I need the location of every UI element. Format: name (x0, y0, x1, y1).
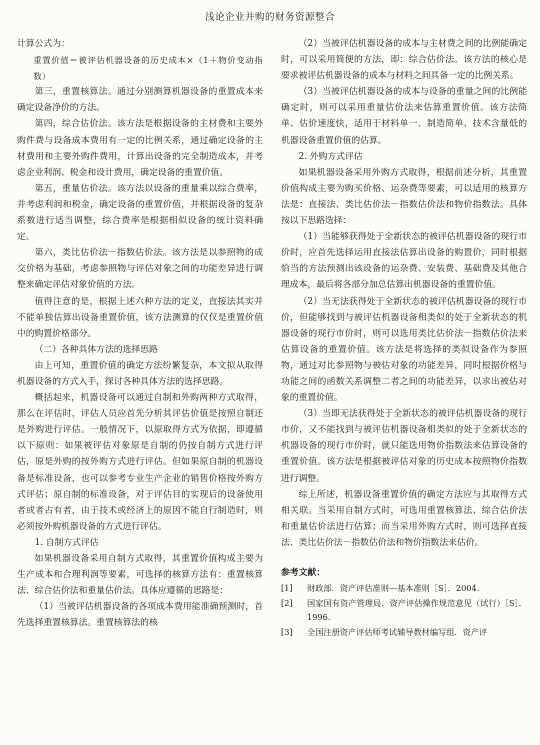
right-column (281, 36, 527, 639)
paragraph: 概括起来，机器设备可以通过自制和外购两种方式取得，那么在评估时，评估人员应首先分析其评估价值是按照自制还是外购进行评估。一般情况下，以原取得方式为依据，即遵循以下原则：如果被评估对象原是自制的仍按自制方式进行评估，原是外购的按外购方式进行评估。但如果原自制的机器设备是标准设备，也可以参考专业生产企业的销售价格按外购方式评估；原自制的标准设备，对于评估目的实现后的设备使用者或者占有者，由于技术或经济上的原因不能自行制造时，则必须按外购机器设备的方式进行评估。 (17, 393, 263, 532)
paragraph: 计算公式为： (17, 39, 70, 49)
reference-text: 全国注册资产评估师考试辅导教材编写组．资产评 (307, 626, 488, 637)
paragraph: 综上所述，机器设备重置价值的确定方法应与其取得方式相关联。当采用自制方式时，可选用重置核算法、综合估价法和重量估价法进行估算；而当采用外购方式时，则可选择直接法、类比估价法－指数估价法和物价指数法来估价。 (281, 489, 527, 548)
reference-item (281, 625, 527, 640)
paragraph: 如果机器设备采用自制方式取得，其重置价值构成主要为生产成本和合理利润等要素，可选择的核算方法有：重置核算法、综合估价法和重量估价法。具体应遵循的思路是： (17, 554, 263, 597)
left-column (17, 36, 263, 631)
subsection-heading: 1. 自制方式评估 (34, 537, 99, 548)
paragraph: （1）当被评估机器设备的各项成本费用能准确预测时，首先选择重置核算法。重置核算法的核 (17, 602, 263, 629)
reference-item (281, 596, 527, 625)
paragraph: 第五，重量估价法。该方法以设备的重量乘以综合费率，并考虑利润和税金，确定设备的重置价值，并根据设备的复杂系数进行适当调整，综合费率是根据相似设备的统计资料确定。 (17, 183, 263, 243)
reference-text: 国家国有资产管理局．资产评估操作规范意见（试行）［S］．1996. (307, 597, 527, 623)
section-heading: （二）各种具体方法的选择思路 (34, 344, 158, 355)
paragraph: 值得注意的是，根据上述六种方法的定义，直接法其实并不能单独估算出设备重置价值，该方法测算的仅仅是重置价值中的购置价格部分。 (17, 296, 263, 339)
references-title: 参考文献： (281, 568, 325, 578)
paragraph: （3）当被评估机器设备的成本与设备的重量之间的比例能确定时，则可以采用重量估价法来估算重置价值。该方法简单、估价速度快，适用于材料单一、制造简单、技术含量低的机器设备重置价值的估算。 (281, 87, 527, 146)
reference-number: [3] (281, 626, 293, 637)
paragraph: 第三，重置核算法。通过分别测算机器设备的重置成本来确定设备净价的方法。 (17, 87, 263, 114)
paragraph: 第六，类比估价法－指数估价法。该方法是以参照物的成交价格为基础，考虑参照物与评估对象之间的功能差异进行调整来确定评估对象价值的方法。 (17, 248, 263, 291)
paragraph: 如果机器设备采用外购方式取得，根据前述分析，其重置价值构成主要为购买价格、运杂费等要素，可以适用的核算方法是：直接法、类比估价法－指数估价法和物价指数法。具体按以下思路选择： (281, 167, 527, 227)
paragraph: （3）当即无法获得处于全新状态的被评估机器设备的现行市价，又不能找到与被评估机器设备相类似的处于全新状态的机器设备的现行市价时，就只能选用物价指数法来估算设备的重置价值。该方法是根据被评估对象的历史成本按照物价指数进行调整。 (281, 409, 527, 484)
reference-number: [2] (281, 597, 293, 608)
reference-item (281, 581, 527, 596)
paragraph: 第四，综合估价法。该方法是根据设备的主材费和主要外购件费与设备成本费用有一定的比例关系，通过确定设备的主材费用和主要外购件费用，计算出设备的完全制造成本，并考虑企业利润、税金和设计费用，确定设备的重置价值。 (17, 119, 263, 178)
reference-text: 财政部．资产评估准则—基本准则［S］．2004. (307, 583, 480, 594)
paragraph: （1）当能够获得处于全新状态的被评估机器设备的现行市价时，应首先选择运用直接法估算出设备的购置价，同时根据恰当的方法预测出该设备的运杂费、安装费、基础费及其他合理成本，最后将各部分加总估算出机器设备的重置价值。 (281, 232, 527, 291)
paragraph: （2）当无法获得处于全新状态的被评估机器设备的现行市价，但能够找到与被评估机器设备相类似的处于全新状态的机器设备的现行市价时，则可以选用类比估价法－指数估价法来估算设备的重置价值。该方法是将选择的类似设备作为参照物，通过对比参照物与被估对象的功能差异，同时根据价格与功能之间的函数关系调整二者之间的功能差异，以求出被估对象的重置价值。 (281, 296, 527, 404)
reference-number: [1] (281, 583, 293, 594)
paragraph: 由上可知，重置价值的确定方法纷繁复杂，本文拟从取得机器设备的方式入手，探讨各种具体方法的选择思路。 (17, 360, 263, 387)
subsection-heading: 2. 外购方式评估 (298, 151, 363, 162)
formula: 重置价值＝被评估机器设备的历史成本×（1＋物价变动指数） (33, 55, 263, 82)
running-header: 浅论企业并购的财务资源整合 (204, 12, 335, 23)
paragraph: （2）当被评估机器设备的成本与主材费之间的比例能确定时，可以采用简便的方法，即：综合估价法。该方法的核心是要求被评估机器设备的成本与材料之间具备一定的比例关系。 (281, 39, 527, 82)
